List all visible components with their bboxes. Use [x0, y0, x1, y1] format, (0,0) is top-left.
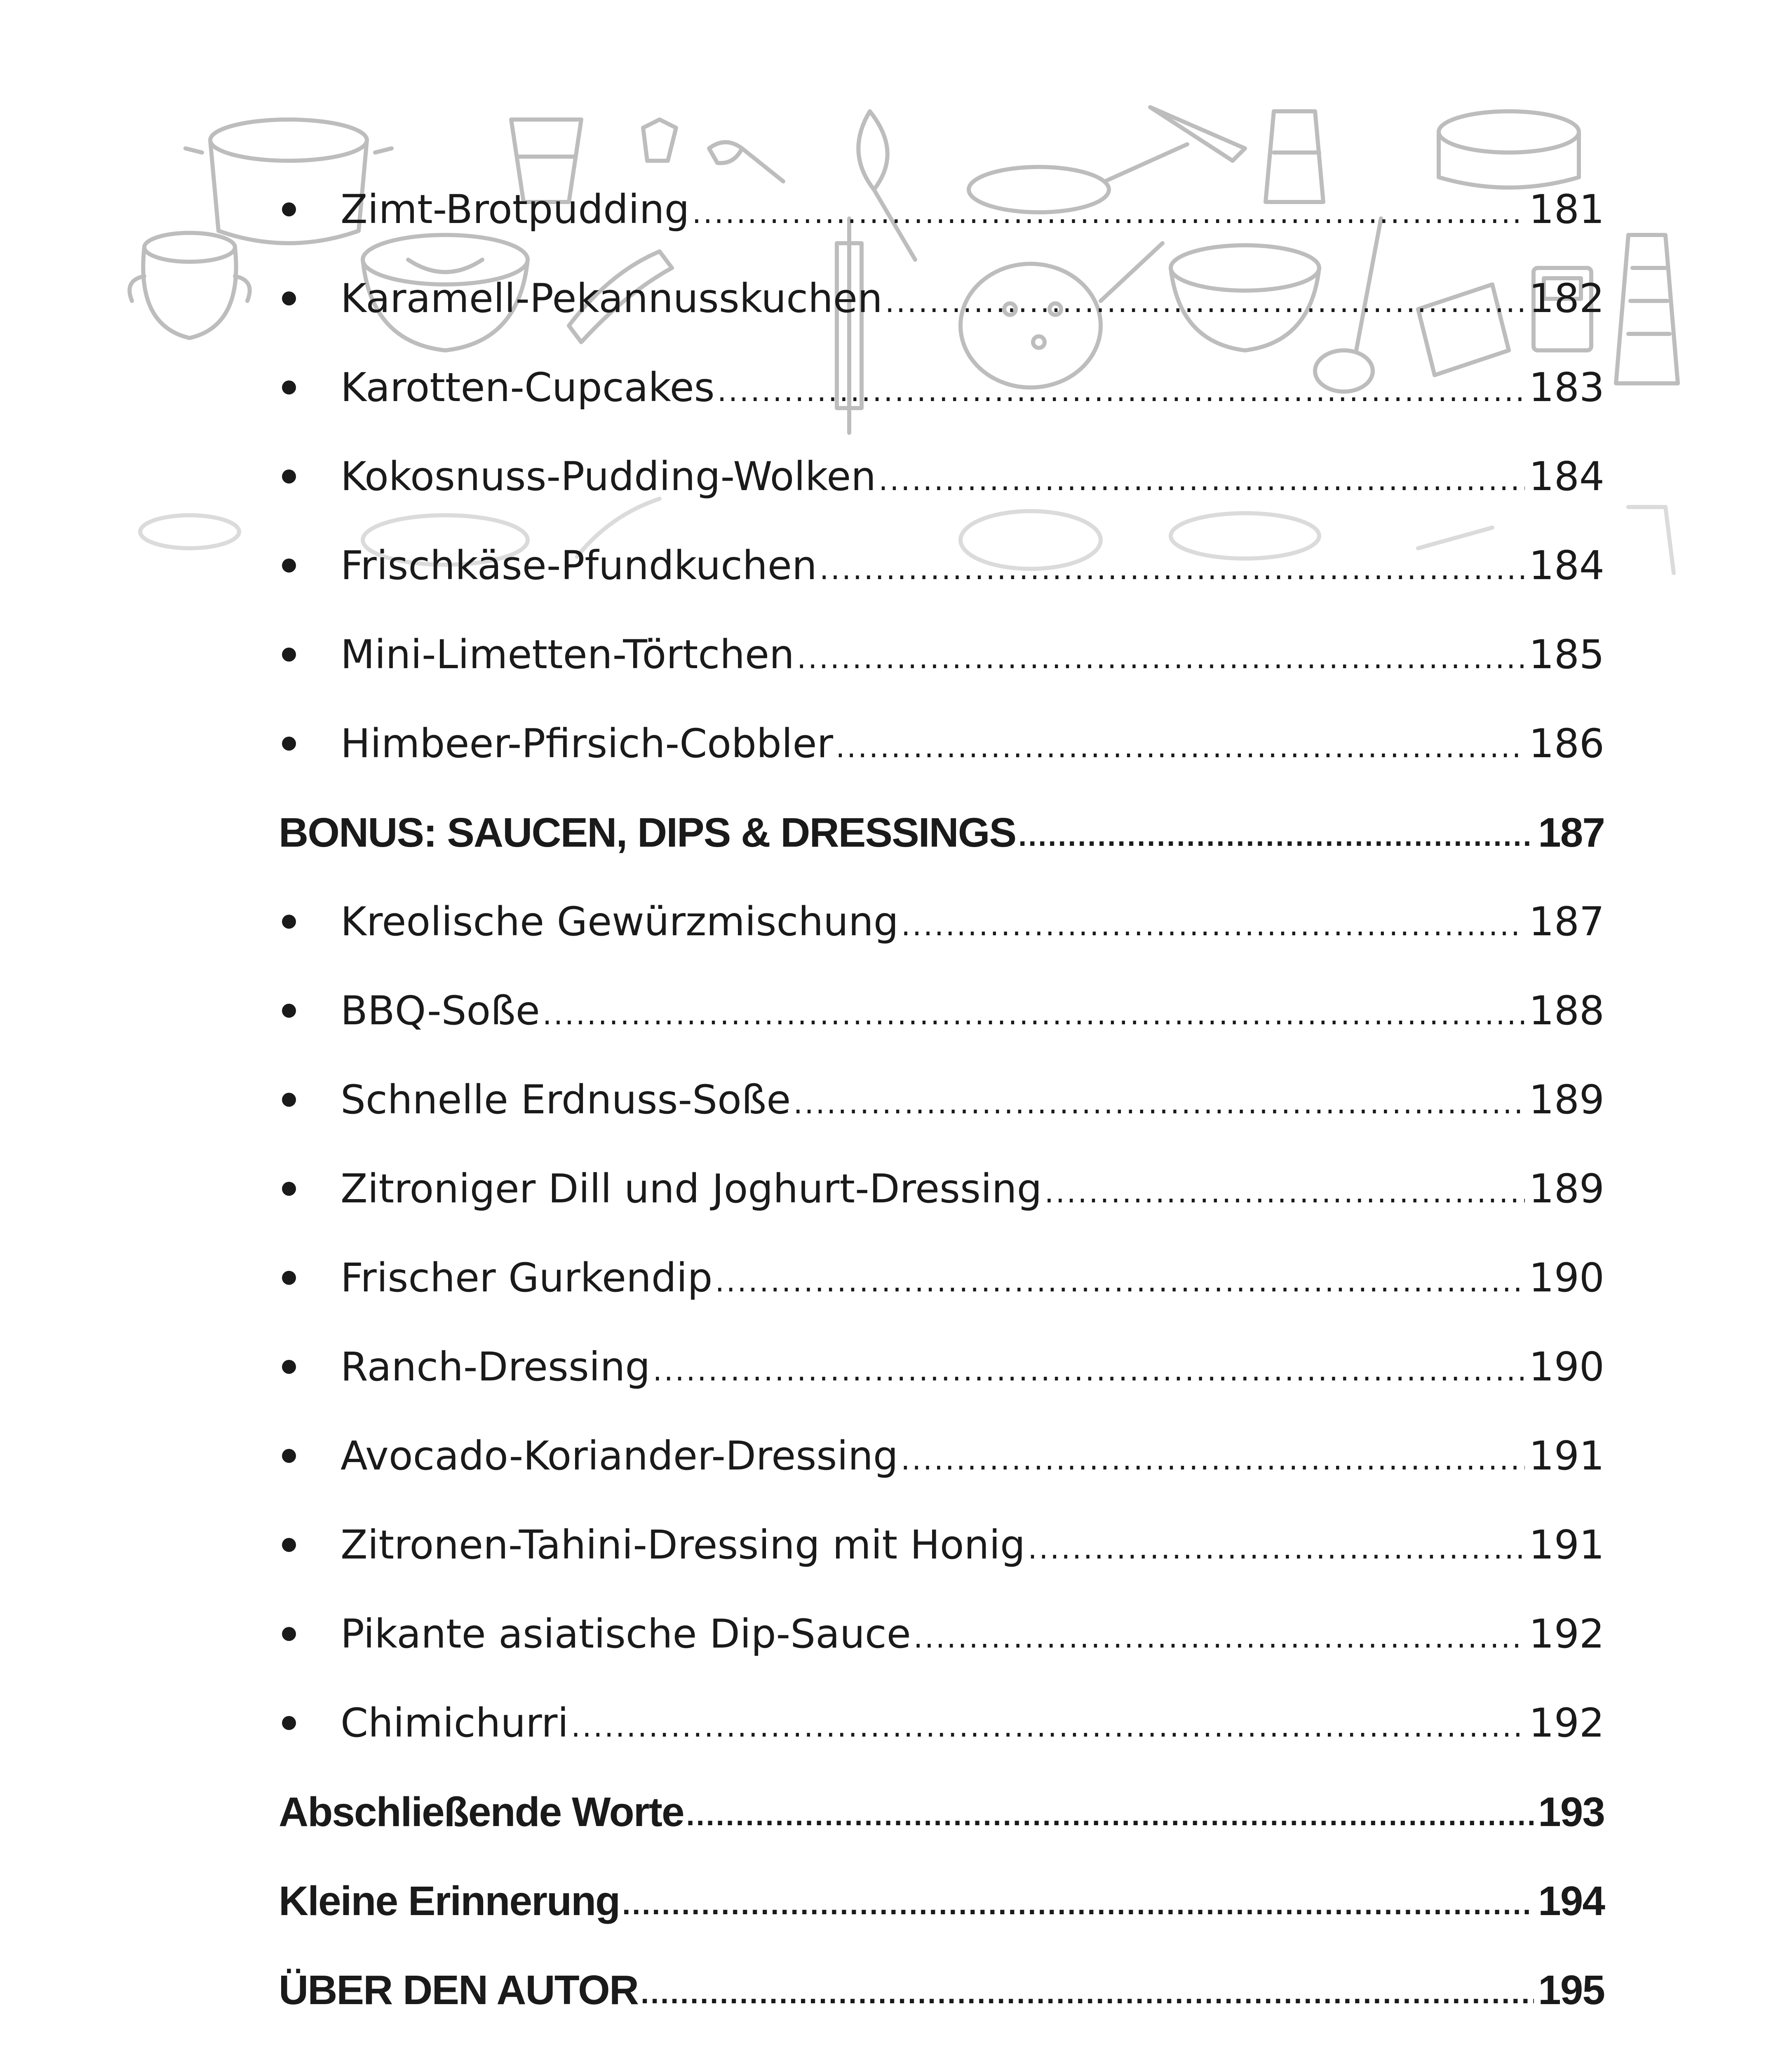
- toc-entry-page: 181: [1529, 186, 1604, 232]
- dot-leader: [543, 991, 1525, 1030]
- dot-leader: [901, 902, 1525, 941]
- dot-leader: [717, 368, 1525, 407]
- bullet-icon: [279, 202, 341, 216]
- toc-entry-page: 182: [1529, 275, 1604, 322]
- bullet-icon: [279, 1627, 341, 1641]
- toc-entry-page: 192: [1529, 1700, 1604, 1746]
- dot-leader: [653, 1347, 1524, 1387]
- toc-entry-page: 191: [1529, 1522, 1604, 1568]
- toc-entry-page: 188: [1529, 988, 1604, 1034]
- toc-heading-page: 195: [1538, 1967, 1604, 2013]
- sugar-bowl-icon: [129, 233, 249, 338]
- bullet-icon: [279, 1093, 341, 1107]
- toc-entry[interactable]: [279, 521, 1604, 610]
- toc-entry-label: Karotten-Cupcakes: [341, 364, 715, 411]
- toc-entry-page: 184: [1529, 542, 1604, 589]
- dot-leader: [1045, 1169, 1525, 1209]
- toc-entry[interactable]: [279, 1678, 1604, 1768]
- bullet-icon: [279, 737, 341, 751]
- toc-heading-label: Abschließende Worte: [279, 1789, 684, 1835]
- dot-leader: [836, 724, 1525, 763]
- toc-entry-label: Zitroniger Dill und Joghurt-Dressing: [341, 1166, 1042, 1212]
- bullet-icon: [279, 1271, 341, 1285]
- bullet-icon: [279, 1716, 341, 1730]
- toc-heading-page: 187: [1538, 810, 1604, 856]
- toc-section-heading[interactable]: [279, 1768, 1604, 1857]
- toc-entry-label: Karamell-Pekannusskuchen: [341, 275, 883, 322]
- bullet-icon: [279, 469, 341, 484]
- toc-heading-label: ÜBER DEN AUTOR: [279, 1967, 639, 2013]
- toc-entry-label: Ranch-Dressing: [341, 1344, 651, 1390]
- bullet-icon: [279, 1182, 341, 1196]
- toc-entry-label: Zimt-Brotpudding: [341, 186, 690, 232]
- bullet-icon: [279, 380, 341, 394]
- toc-section-heading[interactable]: [279, 1946, 1604, 2035]
- knife-icon: [1150, 107, 1245, 161]
- dot-leader: [901, 1436, 1525, 1476]
- toc-entry-label: Frischer Gurkendip: [341, 1255, 713, 1301]
- dot-leader: [820, 546, 1525, 585]
- toc-entry-label: Avocado-Koriander-Dressing: [341, 1433, 898, 1479]
- toc-entry[interactable]: [279, 343, 1604, 432]
- table-of-contents: [279, 165, 1604, 2035]
- toc-entry[interactable]: [279, 1233, 1604, 1322]
- toc-entry-page: 189: [1529, 1077, 1604, 1123]
- toc-entry-label: Mini-Limetten-Törtchen: [341, 631, 794, 678]
- toc-heading-label: Kleine Erinnerung: [279, 1878, 620, 1924]
- dot-leader: [878, 457, 1525, 496]
- toc-entry-page: 183: [1529, 364, 1604, 411]
- toc-entry-page: 187: [1529, 899, 1604, 945]
- toc-entry[interactable]: [279, 610, 1604, 699]
- toc-entry-page: 190: [1529, 1255, 1604, 1301]
- toc-entry-label: Schnelle Erdnuss-Soße: [341, 1077, 791, 1123]
- toc-entry-label: Frischkäse-Pfundkuchen: [341, 542, 817, 589]
- toc-entry-page: 192: [1529, 1611, 1604, 1657]
- dot-leader: [914, 1614, 1525, 1654]
- toc-entry[interactable]: [279, 1144, 1604, 1233]
- bullet-icon: [279, 1360, 341, 1374]
- toc-entry[interactable]: [279, 699, 1604, 788]
- toc-entry[interactable]: [279, 1322, 1604, 1411]
- toc-entry-page: 184: [1529, 453, 1604, 500]
- toc-entry-label: BBQ-Soße: [341, 988, 540, 1034]
- dot-leader: [571, 1703, 1525, 1743]
- toc-heading-page: 193: [1538, 1789, 1604, 1835]
- bullet-icon: [279, 1449, 341, 1463]
- toc-entry-page: 186: [1529, 721, 1604, 767]
- toc-entry-label: Himbeer-Pfirsich-Cobbler: [341, 721, 834, 767]
- toc-entry-label: Pikante asiatische Dip-Sauce: [341, 1611, 911, 1657]
- toc-entry[interactable]: [279, 165, 1604, 254]
- toc-entry[interactable]: [279, 1500, 1604, 1589]
- bullet-icon: [279, 559, 341, 573]
- dot-leader: [793, 1080, 1524, 1120]
- dot-leader: [622, 1881, 1534, 1921]
- dot-leader: [692, 190, 1525, 229]
- toc-heading-label: BONUS: SAUCEN, DIPS & DRESSINGS: [279, 810, 1016, 856]
- dot-leader: [1028, 1525, 1525, 1565]
- toc-entry-page: 189: [1529, 1166, 1604, 1212]
- dot-leader: [715, 1258, 1524, 1298]
- dot-leader: [1018, 813, 1534, 852]
- dot-leader: [797, 635, 1525, 674]
- bullet-icon: [279, 648, 341, 662]
- toc-entry-label: Kreolische Gewürzmischung: [341, 899, 899, 945]
- toc-entry[interactable]: [279, 877, 1604, 966]
- toc-entry-label: Kokosnuss-Pudding-Wolken: [341, 453, 876, 500]
- dot-leader: [885, 279, 1525, 318]
- toc-entry[interactable]: [279, 1411, 1604, 1500]
- toc-entry-page: 185: [1529, 631, 1604, 678]
- toc-entry-label: Zitronen-Tahini-Dressing mit Honig: [341, 1522, 1026, 1568]
- dot-leader: [686, 1792, 1534, 1832]
- bullet-icon: [279, 915, 341, 929]
- toc-section-heading[interactable]: [279, 788, 1604, 877]
- bullet-icon: [279, 1538, 341, 1552]
- toc-entry[interactable]: [279, 1589, 1604, 1678]
- grater-icon: [1616, 235, 1678, 383]
- toc-entry[interactable]: [279, 1055, 1604, 1144]
- dot-leader: [641, 1970, 1534, 2010]
- toc-entry[interactable]: [279, 432, 1604, 521]
- toc-heading-page: 194: [1538, 1878, 1604, 1924]
- toc-entry-label: Chimichurri: [341, 1700, 569, 1746]
- toc-entry-page: 191: [1529, 1433, 1604, 1479]
- toc-entry[interactable]: [279, 254, 1604, 343]
- bullet-icon: [279, 291, 341, 305]
- bullet-icon: [279, 1004, 341, 1018]
- toc-entry-page: 190: [1529, 1344, 1604, 1390]
- toc-entry[interactable]: [279, 966, 1604, 1055]
- toc-section-heading[interactable]: [279, 1857, 1604, 1946]
